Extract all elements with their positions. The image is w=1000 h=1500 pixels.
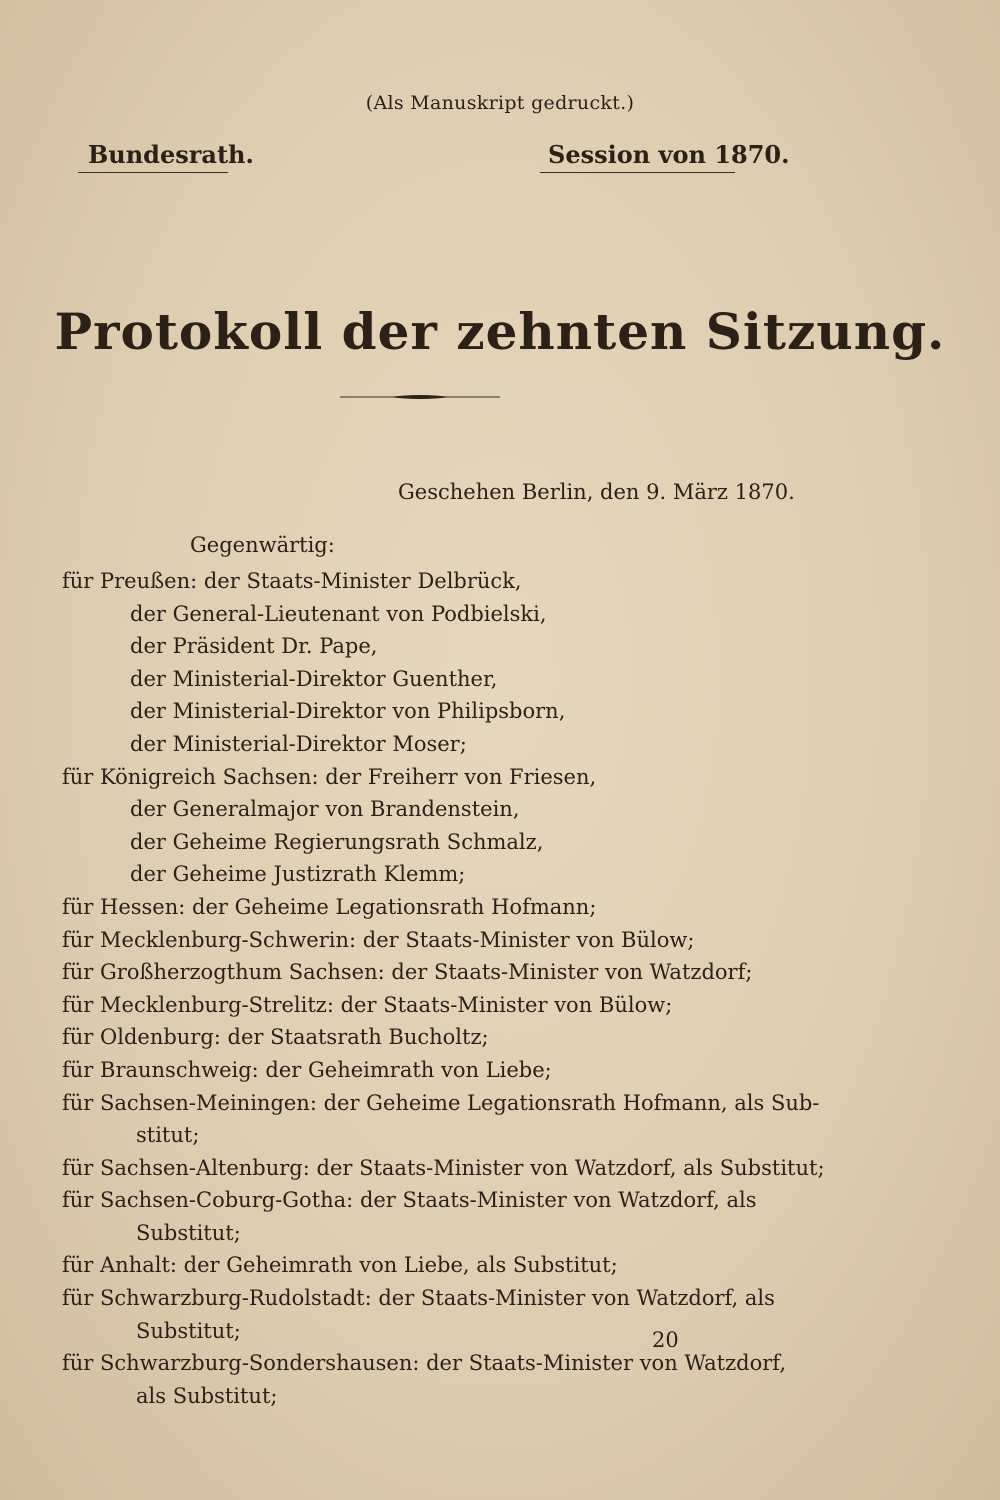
delegate-line: der General-Lieutenant von Podbielski,	[130, 601, 547, 626]
date-line: Geschehen Berlin, den 9. März 1870.	[398, 480, 795, 504]
manuscript-note: (Als Manuskript gedruckt.)	[365, 92, 635, 114]
page-number: 20	[652, 1328, 679, 1352]
delegation-entry: für Sachsen-Altenburg: der Staats-Minister von Watzdorf, als Substitut;	[62, 1155, 825, 1180]
delegation-entry: für Mecklenburg-Schwerin: der Staats-Minister von Bülow;	[62, 927, 695, 952]
header-right-rule	[540, 172, 735, 173]
delegation-entry: für Großherzogthum Sachsen: der Staats-Minister von Watzdorf;	[62, 960, 753, 985]
delegation-entry: für Mecklenburg-Strelitz: der Staats-Minister von Bülow;	[62, 992, 673, 1017]
delegate-line: der Ministerial-Direktor von Philipsborn,	[130, 699, 566, 724]
delegate-line: der Geheime Regierungsrath Schmalz,	[130, 829, 544, 854]
delegation-entry: für Braunschweig: der Geheimrath von Liebe;	[62, 1057, 552, 1082]
header-session: Session von 1870.	[548, 140, 790, 169]
continuation-line: Substitut;	[136, 1318, 241, 1343]
delegation-entry: für Anhalt: der Geheimrath von Liebe, als Substitut;	[62, 1253, 618, 1278]
page-title: Protokoll der zehnten Sitzung.	[54, 302, 946, 361]
delegation-entry: für Hessen: der Geheime Legationsrath Hofmann;	[62, 894, 597, 919]
delegate-line: der Präsident Dr. Pape,	[130, 634, 378, 659]
delegation-entry: für Schwarzburg-Rudolstadt: der Staats-Minister von Watzdorf, als	[62, 1286, 775, 1311]
delegation-entry: für Sachsen-Meiningen: der Geheime Legationsrath Hofmann, als Sub-	[62, 1090, 820, 1115]
delegate-line: der Ministerial-Direktor Guenther,	[130, 666, 498, 691]
delegate-line: der Geheime Justizrath Klemm;	[130, 862, 466, 887]
header-bundesrath: Bundesrath.	[88, 140, 254, 169]
delegation-entry: für Schwarzburg-Sondershausen: der Staats-Minister von Watzdorf,	[62, 1351, 787, 1376]
delegation-entry: für Sachsen-Coburg-Gotha: der Staats-Minister von Watzdorf, als	[62, 1188, 757, 1213]
delegation-entry: für Oldenburg: der Staatsrath Bucholtz;	[62, 1025, 489, 1050]
continuation-line: stitut;	[136, 1123, 200, 1148]
delegation-entry: für Königreich Sachsen: der Freiherr von Friesen,	[62, 764, 597, 789]
header-left-rule	[78, 172, 228, 173]
delegate-line: der Generalmajor von Brandenstein,	[130, 797, 520, 822]
continuation-line: Substitut;	[136, 1220, 241, 1245]
continuation-line: als Substitut;	[136, 1383, 278, 1408]
present-label: Gegenwärtig:	[190, 533, 335, 557]
delegate-line: der Ministerial-Direktor Moser;	[130, 731, 467, 756]
attendance-list	[62, 565, 825, 1412]
ornament-rule-icon	[340, 390, 500, 404]
delegation-entry: für Preußen: der Staats-Minister Delbrück,	[62, 569, 522, 593]
